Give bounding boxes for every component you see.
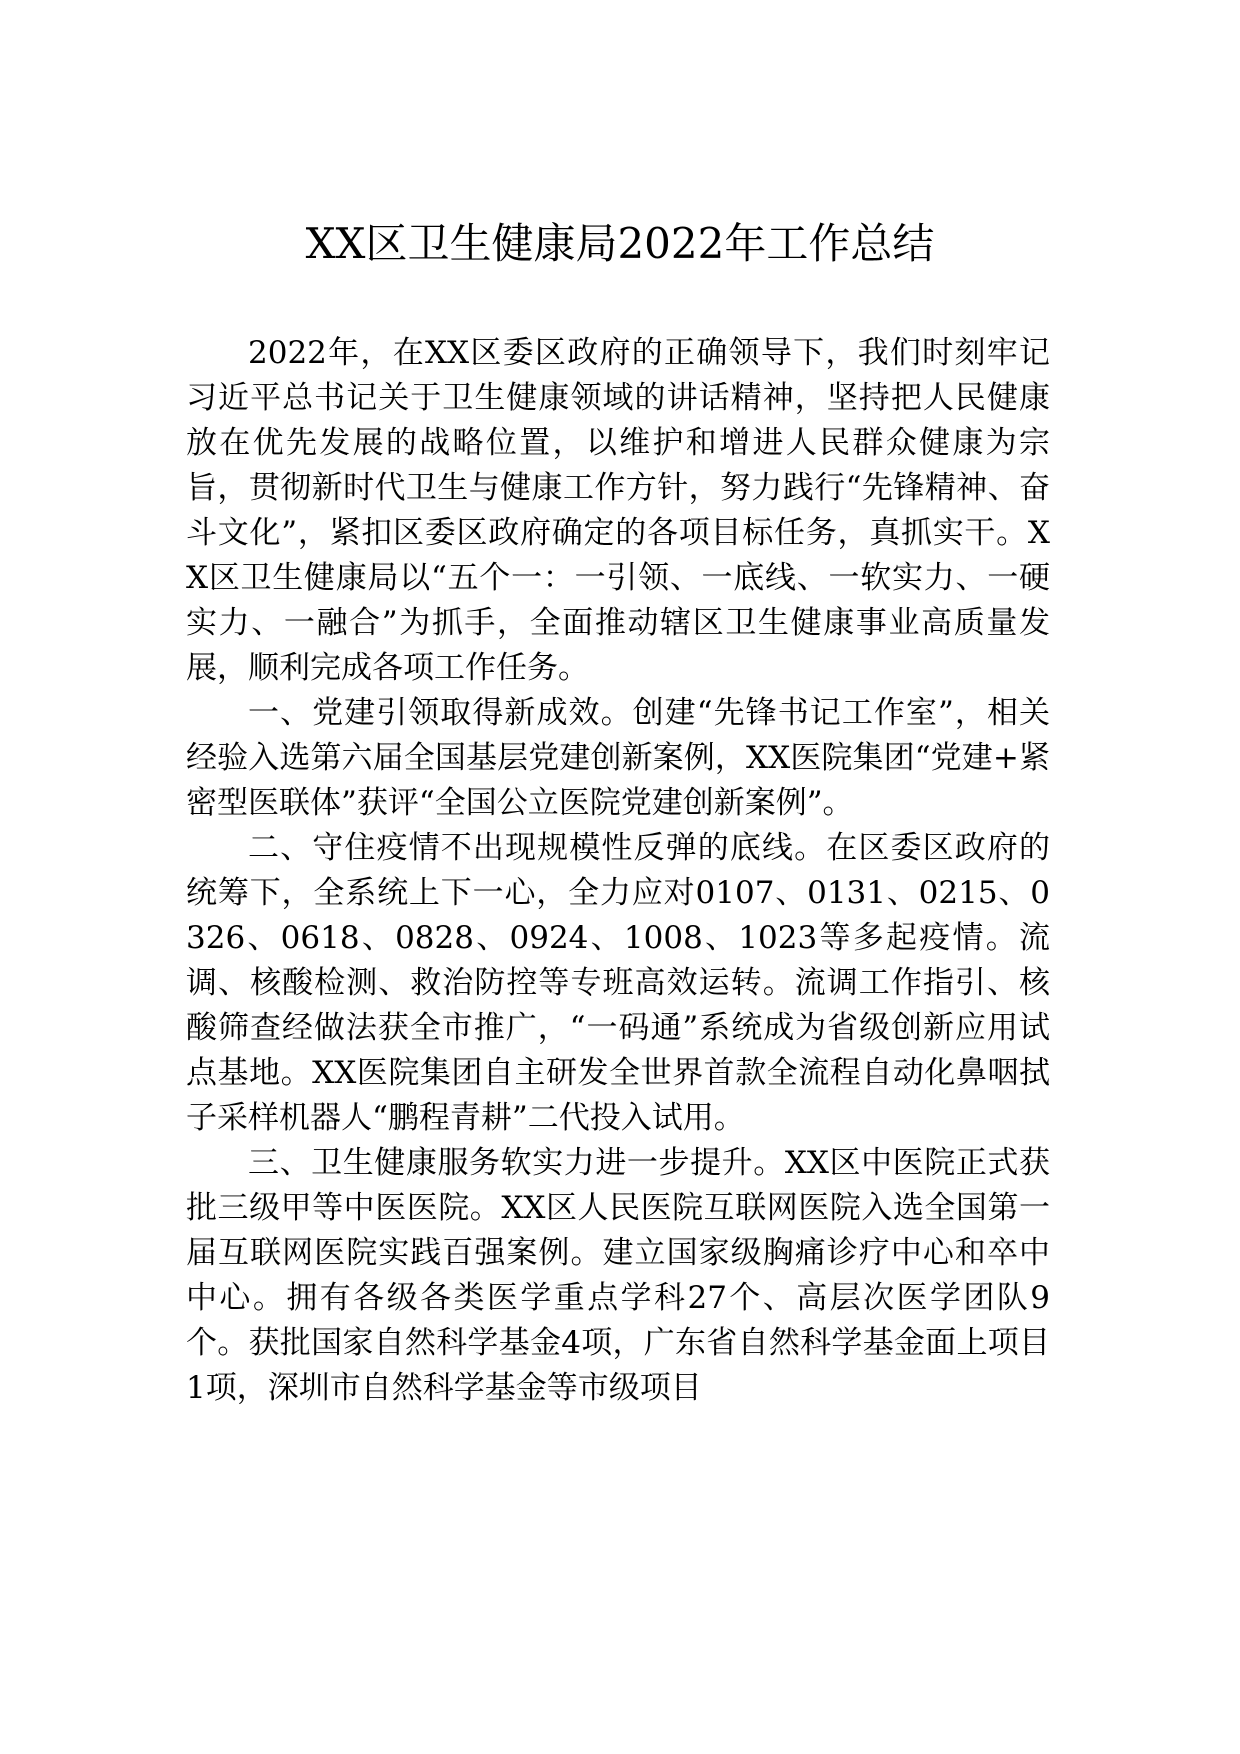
paragraph-epidemic-control: 二、守住疫情不出现规模性反弹的底线。在区委区政府的统筹下，全系统上下一心，全力应对0107、0131、0215、0326、0618、0828、0924、1008、1023等多起疫情。流调、核酸检测、救治防控等专班高效运转。流调工作指引、核酸筛查经做法获全市推广，“一码通”系统成为省级创新应用试点基地。XX医院集团自主研发全世界首款全流程自动化鼻咽拭子采样机器人“鹏程青耕”二代投入试用。 [186,830,1050,1136]
paragraph-party-building: 一、党建引领取得新成效。创建“先锋书记工作室”，相关经验入选第六届全国基层党建创新案例，XX医院集团“党建+紧密型医联体”获评“全国公立医院党建创新案例”。 [186,695,1050,821]
paragraph-intro: 2022年，在XX区委区政府的正确领导下，我们时刻牢记习近平总书记关于卫生健康领域的讲话精神，坚持把人民健康放在优先发展的战略位置，以维护和增进人民群众健康为宗旨，贯彻新时代卫生与健康工作方针，努力践行“先锋精神、奋斗文化”，紧扣区委区政府确定的各项目标任务，真抓实干。XX区卫生健康局以“五个一：一引领、一底线、一软实力、一硬实力、一融合”为抓手，全面推动辖区卫生健康事业高质量发展，顺利完成各项工作任务。 [186,335,1050,686]
document-body [186,331,1050,1411]
paragraph-soft-power: 三、卫生健康服务软实力进一步提升。XX区中医院正式获批三级甲等中医医院。XX区人民医院互联网医院入选全国第一届互联网医院实践百强案例。建立国家级胸痛诊疗中心和卒中中心。拥有各级各类医学重点学科27个、高层次医学团队9个。获批国家自然科学基金4项，广东省自然科学基金面上项目1项，深圳市自然科学基金等市级项目 [186,1145,1050,1406]
document-title: XX区卫生健康局2022年工作总结 [305,219,935,268]
